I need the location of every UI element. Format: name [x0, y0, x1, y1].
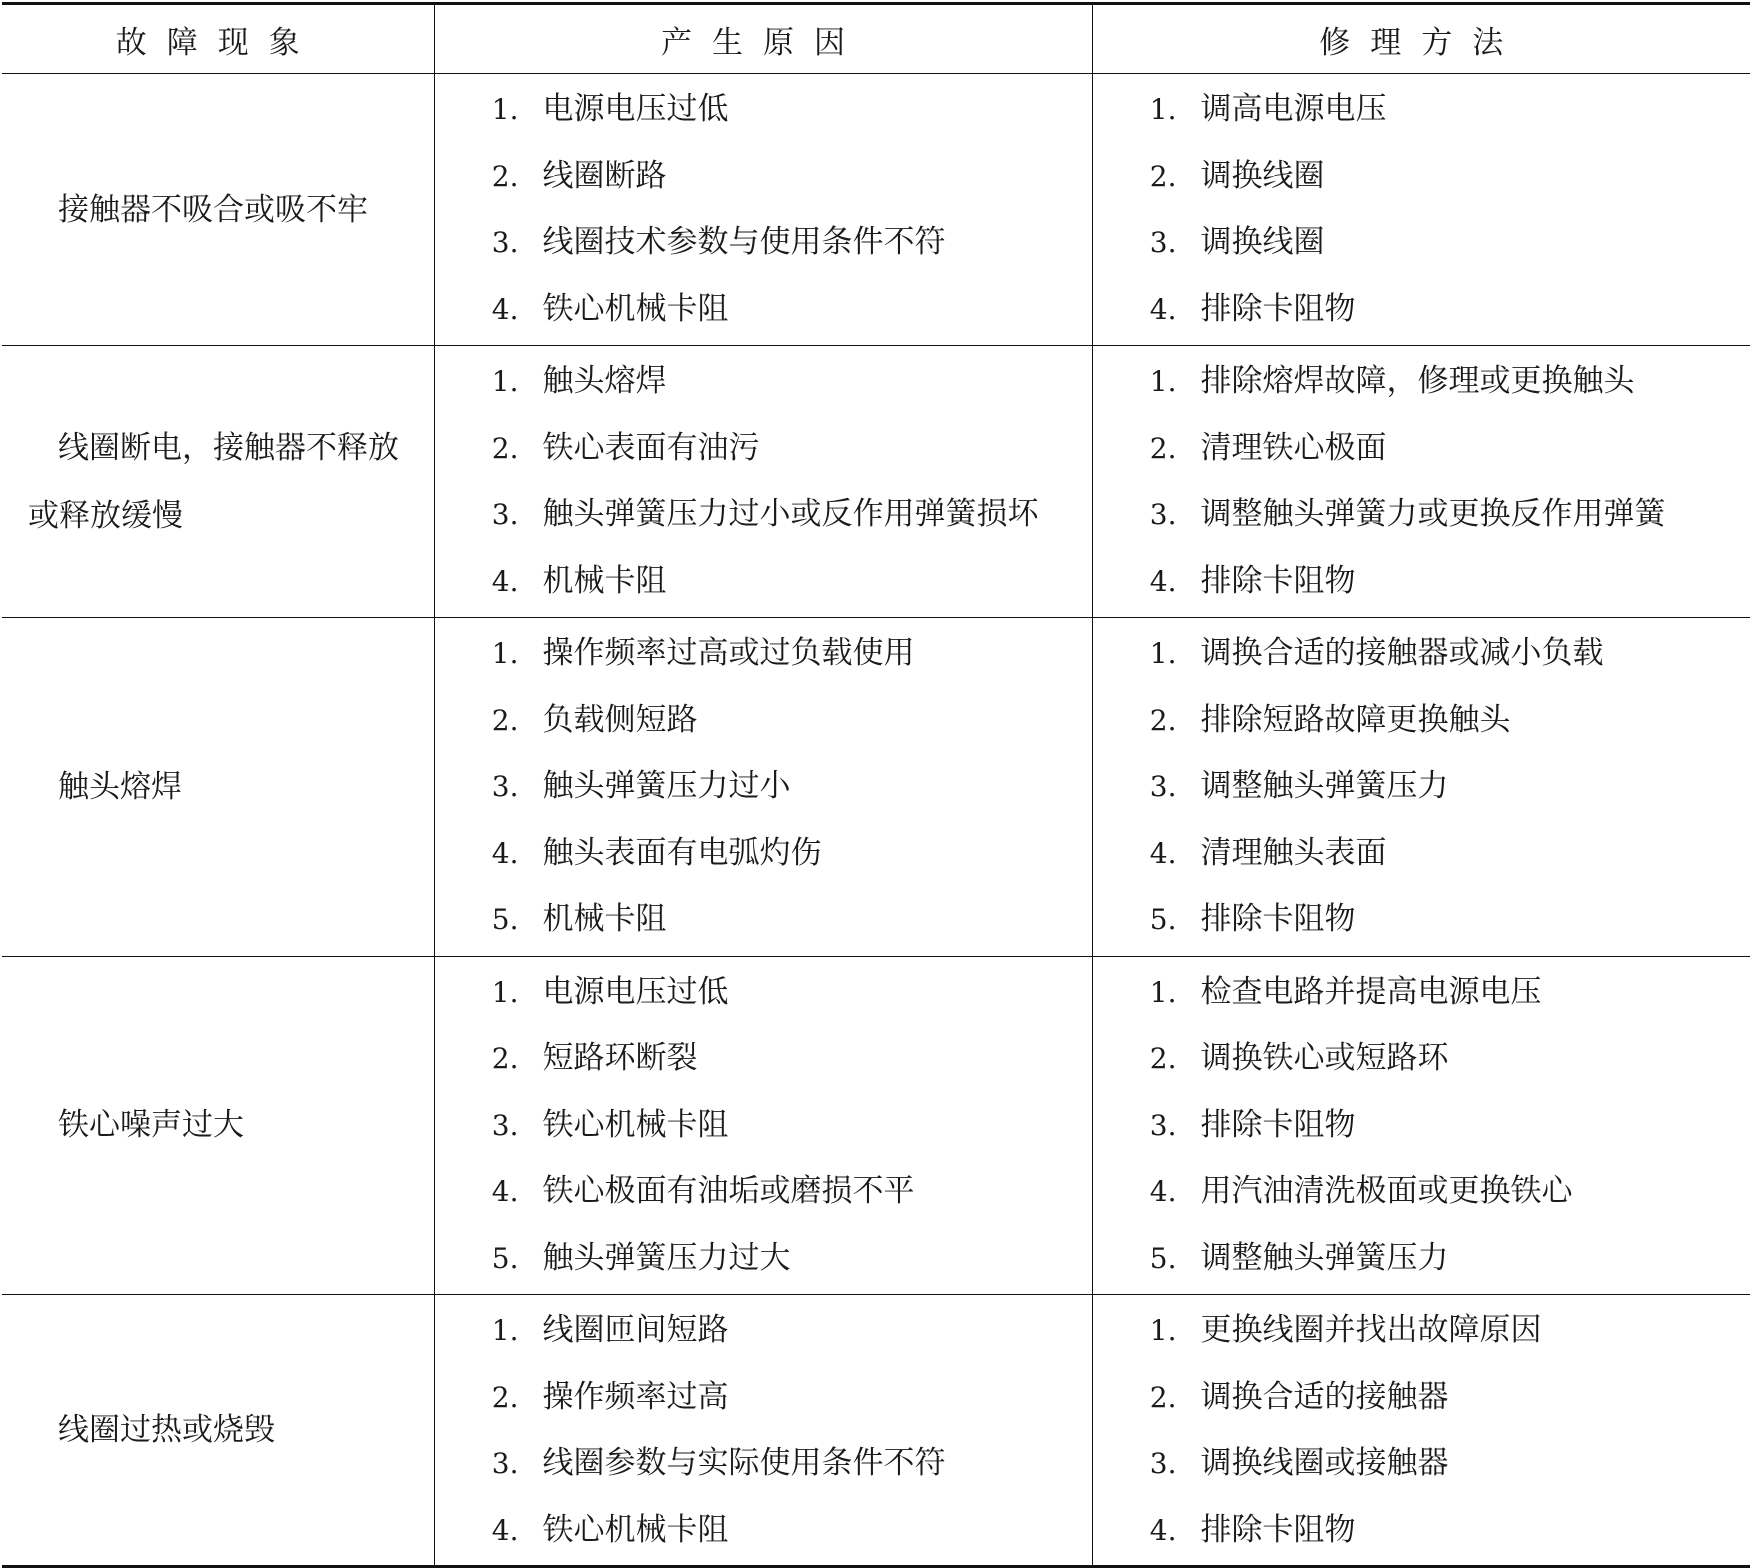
- cause-item: [435, 143, 1092, 210]
- header-cause: 产生原因: [434, 4, 1092, 74]
- cause-item-number: 3.: [491, 770, 519, 803]
- repair-item-number: 1.: [1149, 975, 1177, 1009]
- cause-item: [435, 481, 1092, 548]
- repair-item-text: 清理铁心极面: [1200, 429, 1387, 466]
- repair-item-text: 排除卡阻物: [1200, 562, 1356, 599]
- cause-item-text: 负载侧短路: [542, 701, 698, 738]
- symptom-text: 铁心噪声过大: [58, 1107, 244, 1144]
- header-row: [2, 4, 1750, 74]
- repair-item-text: 清理触头表面: [1200, 834, 1387, 871]
- cause-item-number: 1.: [491, 365, 519, 398]
- cause-item-number: 1.: [491, 637, 519, 670]
- repair-item-number: 1.: [1149, 365, 1177, 398]
- cause-item-number: 2.: [491, 431, 519, 465]
- symptom-cell: [2, 1295, 434, 1567]
- repair-list: [1093, 346, 1751, 614]
- cause-item-text: 触头熔焊: [542, 363, 667, 399]
- repair-item-text: 排除卡阻物: [1200, 901, 1356, 937]
- cause-item: [435, 76, 1092, 143]
- repair-item-text: 调换合适的接触器: [1200, 1378, 1449, 1415]
- repair-item: [1093, 1092, 1751, 1159]
- cause-item-text: 短路环断裂: [542, 1040, 698, 1076]
- repair-item-number: 3.: [1149, 1447, 1177, 1480]
- cause-item: [435, 1364, 1092, 1431]
- repair-item: [1093, 753, 1751, 820]
- cause-item-text: 铁心表面有油污: [542, 429, 760, 466]
- repair-cell: [1092, 74, 1750, 346]
- cause-item: [435, 886, 1092, 953]
- repair-item-number: 4.: [1149, 836, 1177, 870]
- repair-item-text: 调换线圈或接触器: [1200, 1445, 1449, 1481]
- symptom-text: 线圈断电，接触器不释放或释放缓慢: [28, 429, 399, 534]
- cause-item-number: 4.: [491, 292, 519, 326]
- repair-item-text: 调换合适的接触器或减小负载: [1200, 635, 1604, 671]
- symptom-text: 线圈过热或烧毁: [58, 1412, 275, 1448]
- cause-item-text: 电源电压过低: [542, 973, 729, 1010]
- repair-item-text: 调整触头弹簧压力: [1200, 1239, 1449, 1276]
- cause-list: [435, 1295, 1092, 1563]
- cause-item: [435, 1025, 1092, 1092]
- repair-item: [1093, 1025, 1751, 1092]
- cause-item-text: 线圈参数与实际使用条件不符: [542, 1445, 946, 1481]
- cause-item-text: 电源电压过低: [542, 91, 729, 127]
- cause-item-number: 4.: [491, 836, 519, 870]
- cause-item: [435, 620, 1092, 687]
- cause-item: [435, 209, 1092, 276]
- repair-item-number: 3.: [1149, 770, 1177, 803]
- cause-cell: [434, 956, 1092, 1295]
- cause-item: [435, 959, 1092, 1026]
- repair-item: [1093, 1364, 1751, 1431]
- cause-item-number: 5.: [491, 903, 519, 936]
- cause-item: [435, 1430, 1092, 1497]
- repair-item-text: 排除熔焊故障，修理或更换触头: [1200, 363, 1635, 399]
- repair-item-text: 检查电路并提高电源电压: [1200, 973, 1542, 1010]
- repair-item: [1093, 76, 1751, 143]
- cause-item-text: 触头弹簧压力过大: [542, 1239, 791, 1276]
- symptom-cell: [2, 74, 434, 346]
- symptom-text: 触头熔焊: [58, 768, 182, 805]
- cause-cell: [434, 1295, 1092, 1567]
- cause-cell: [434, 74, 1092, 346]
- repair-item-text: 排除卡阻物: [1200, 290, 1356, 327]
- cause-item-number: 2.: [491, 1380, 519, 1414]
- table-header: [2, 4, 1750, 74]
- repair-list: [1093, 618, 1751, 953]
- repair-cell: [1092, 956, 1750, 1295]
- repair-list: [1093, 1295, 1751, 1563]
- cause-item: [435, 415, 1092, 482]
- repair-item-number: 2.: [1149, 1380, 1177, 1414]
- table-row: [2, 74, 1750, 346]
- table-row: [2, 1295, 1750, 1567]
- cause-list: [435, 346, 1092, 614]
- repair-item-number: 1.: [1149, 1314, 1177, 1347]
- header-symptom: 故障现象: [2, 4, 434, 74]
- cause-item-text: 铁心机械卡阻: [542, 1106, 729, 1143]
- repair-item: [1093, 620, 1751, 687]
- symptom-cell: [2, 346, 434, 618]
- repair-item: [1093, 1430, 1751, 1497]
- cause-item-number: 3.: [491, 1108, 519, 1142]
- cause-item-text: 铁心机械卡阻: [542, 290, 729, 327]
- repair-cell: [1092, 346, 1750, 618]
- repair-item: [1093, 1497, 1751, 1564]
- cause-item: [435, 1158, 1092, 1225]
- table-row: [2, 618, 1750, 957]
- repair-item-text: 用汽油清洗极面或更换铁心: [1200, 1173, 1573, 1209]
- cause-item-text: 线圈技术参数与使用条件不符: [542, 224, 946, 260]
- cause-cell: [434, 618, 1092, 957]
- cause-item-number: 4.: [491, 1513, 519, 1547]
- cause-item-text: 铁心极面有油垢或磨损不平: [542, 1173, 915, 1209]
- cause-item: [435, 1092, 1092, 1159]
- cause-item-text: 触头弹簧压力过小或反作用弹簧损坏: [542, 496, 1039, 532]
- repair-item-number: 3.: [1149, 1108, 1177, 1142]
- repair-item-text: 调整触头弹簧力或更换反作用弹簧: [1200, 496, 1666, 532]
- repair-item-text: 调换铁心或短路环: [1200, 1040, 1449, 1076]
- repair-item-number: 4.: [1149, 1513, 1177, 1547]
- cause-item-text: 铁心机械卡阻: [542, 1511, 729, 1548]
- cause-item: [435, 820, 1092, 887]
- repair-item: [1093, 1158, 1751, 1225]
- cause-item: [435, 276, 1092, 343]
- repair-item: [1093, 209, 1751, 276]
- cause-item-text: 机械卡阻: [542, 901, 667, 937]
- cause-item-text: 线圈断路: [542, 157, 667, 194]
- repair-item-number: 3.: [1149, 226, 1177, 259]
- repair-item-number: 5.: [1149, 1241, 1177, 1275]
- repair-item-number: 4.: [1149, 292, 1177, 326]
- cause-item: [435, 348, 1092, 415]
- symptom-cell: [2, 618, 434, 957]
- cause-item: [435, 687, 1092, 754]
- cause-item-text: 操作频率过高或过负载使用: [542, 635, 915, 671]
- repair-item-number: 1.: [1149, 637, 1177, 670]
- cause-item-number: 3.: [491, 1447, 519, 1480]
- repair-item: [1093, 687, 1751, 754]
- repair-item-text: 排除短路故障更换触头: [1200, 701, 1511, 738]
- fault-table: [2, 2, 1750, 1568]
- header-repair: 修理方法: [1092, 4, 1750, 74]
- cause-item-number: 2.: [491, 1042, 519, 1075]
- repair-item-text: 排除卡阻物: [1200, 1511, 1356, 1548]
- repair-item-text: 更换线圈并找出故障原因: [1200, 1312, 1542, 1348]
- repair-item: [1093, 886, 1751, 953]
- repair-item: [1093, 415, 1751, 482]
- cause-item-text: 线圈匝间短路: [542, 1312, 729, 1348]
- repair-item-number: 2.: [1149, 159, 1177, 193]
- cause-item-number: 1.: [491, 93, 519, 126]
- repair-item-number: 2.: [1149, 703, 1177, 737]
- cause-item-number: 3.: [491, 498, 519, 531]
- repair-item-number: 2.: [1149, 431, 1177, 465]
- repair-list: [1093, 74, 1751, 342]
- cause-item-number: 4.: [491, 564, 519, 598]
- cause-item: [435, 1225, 1092, 1292]
- repair-item-text: 调换线圈: [1200, 224, 1325, 260]
- repair-item-number: 5.: [1149, 903, 1177, 936]
- cause-item-number: 1.: [491, 975, 519, 1009]
- cause-item-text: 触头表面有电弧灼伤: [542, 834, 822, 871]
- cause-item-number: 2.: [491, 159, 519, 193]
- cause-item-text: 触头弹簧压力过小: [542, 768, 791, 804]
- symptom-text: 接触器不吸合或吸不牢: [58, 191, 368, 228]
- cause-item: [435, 753, 1092, 820]
- table-row: [2, 346, 1750, 618]
- cause-cell: [434, 346, 1092, 618]
- repair-item-text: 调换线圈: [1200, 157, 1325, 194]
- repair-item: [1093, 276, 1751, 343]
- repair-item: [1093, 348, 1751, 415]
- cause-list: [435, 74, 1092, 342]
- table-row: [2, 956, 1750, 1295]
- repair-item-text: 调高电源电压: [1200, 91, 1387, 127]
- repair-item: [1093, 959, 1751, 1026]
- symptom-cell: [2, 956, 434, 1295]
- repair-item-text: 排除卡阻物: [1200, 1106, 1356, 1143]
- repair-item: [1093, 481, 1751, 548]
- cause-item-number: 1.: [491, 1314, 519, 1347]
- cause-item: [435, 1297, 1092, 1364]
- cause-list: [435, 957, 1092, 1292]
- repair-item-number: 2.: [1149, 1042, 1177, 1075]
- repair-list: [1093, 957, 1751, 1292]
- repair-item: [1093, 1225, 1751, 1292]
- cause-item: [435, 1497, 1092, 1564]
- repair-item-number: 3.: [1149, 498, 1177, 531]
- cause-item-number: 4.: [491, 1175, 519, 1208]
- repair-item-number: 1.: [1149, 93, 1177, 126]
- repair-item: [1093, 1297, 1751, 1364]
- cause-item-text: 操作频率过高: [542, 1378, 729, 1415]
- repair-item-number: 4.: [1149, 1175, 1177, 1208]
- repair-cell: [1092, 618, 1750, 957]
- repair-item-number: 4.: [1149, 564, 1177, 598]
- fault-table-container: [2, 2, 1750, 1568]
- repair-item-text: 调整触头弹簧压力: [1200, 768, 1449, 804]
- repair-cell: [1092, 1295, 1750, 1567]
- cause-list: [435, 618, 1092, 953]
- cause-item-number: 3.: [491, 226, 519, 259]
- repair-item: [1093, 143, 1751, 210]
- cause-item-number: 5.: [491, 1241, 519, 1275]
- cause-item-number: 2.: [491, 703, 519, 737]
- table-body: [2, 74, 1750, 1567]
- repair-item: [1093, 548, 1751, 615]
- repair-item: [1093, 820, 1751, 887]
- cause-item: [435, 548, 1092, 615]
- cause-item-text: 机械卡阻: [542, 562, 667, 599]
